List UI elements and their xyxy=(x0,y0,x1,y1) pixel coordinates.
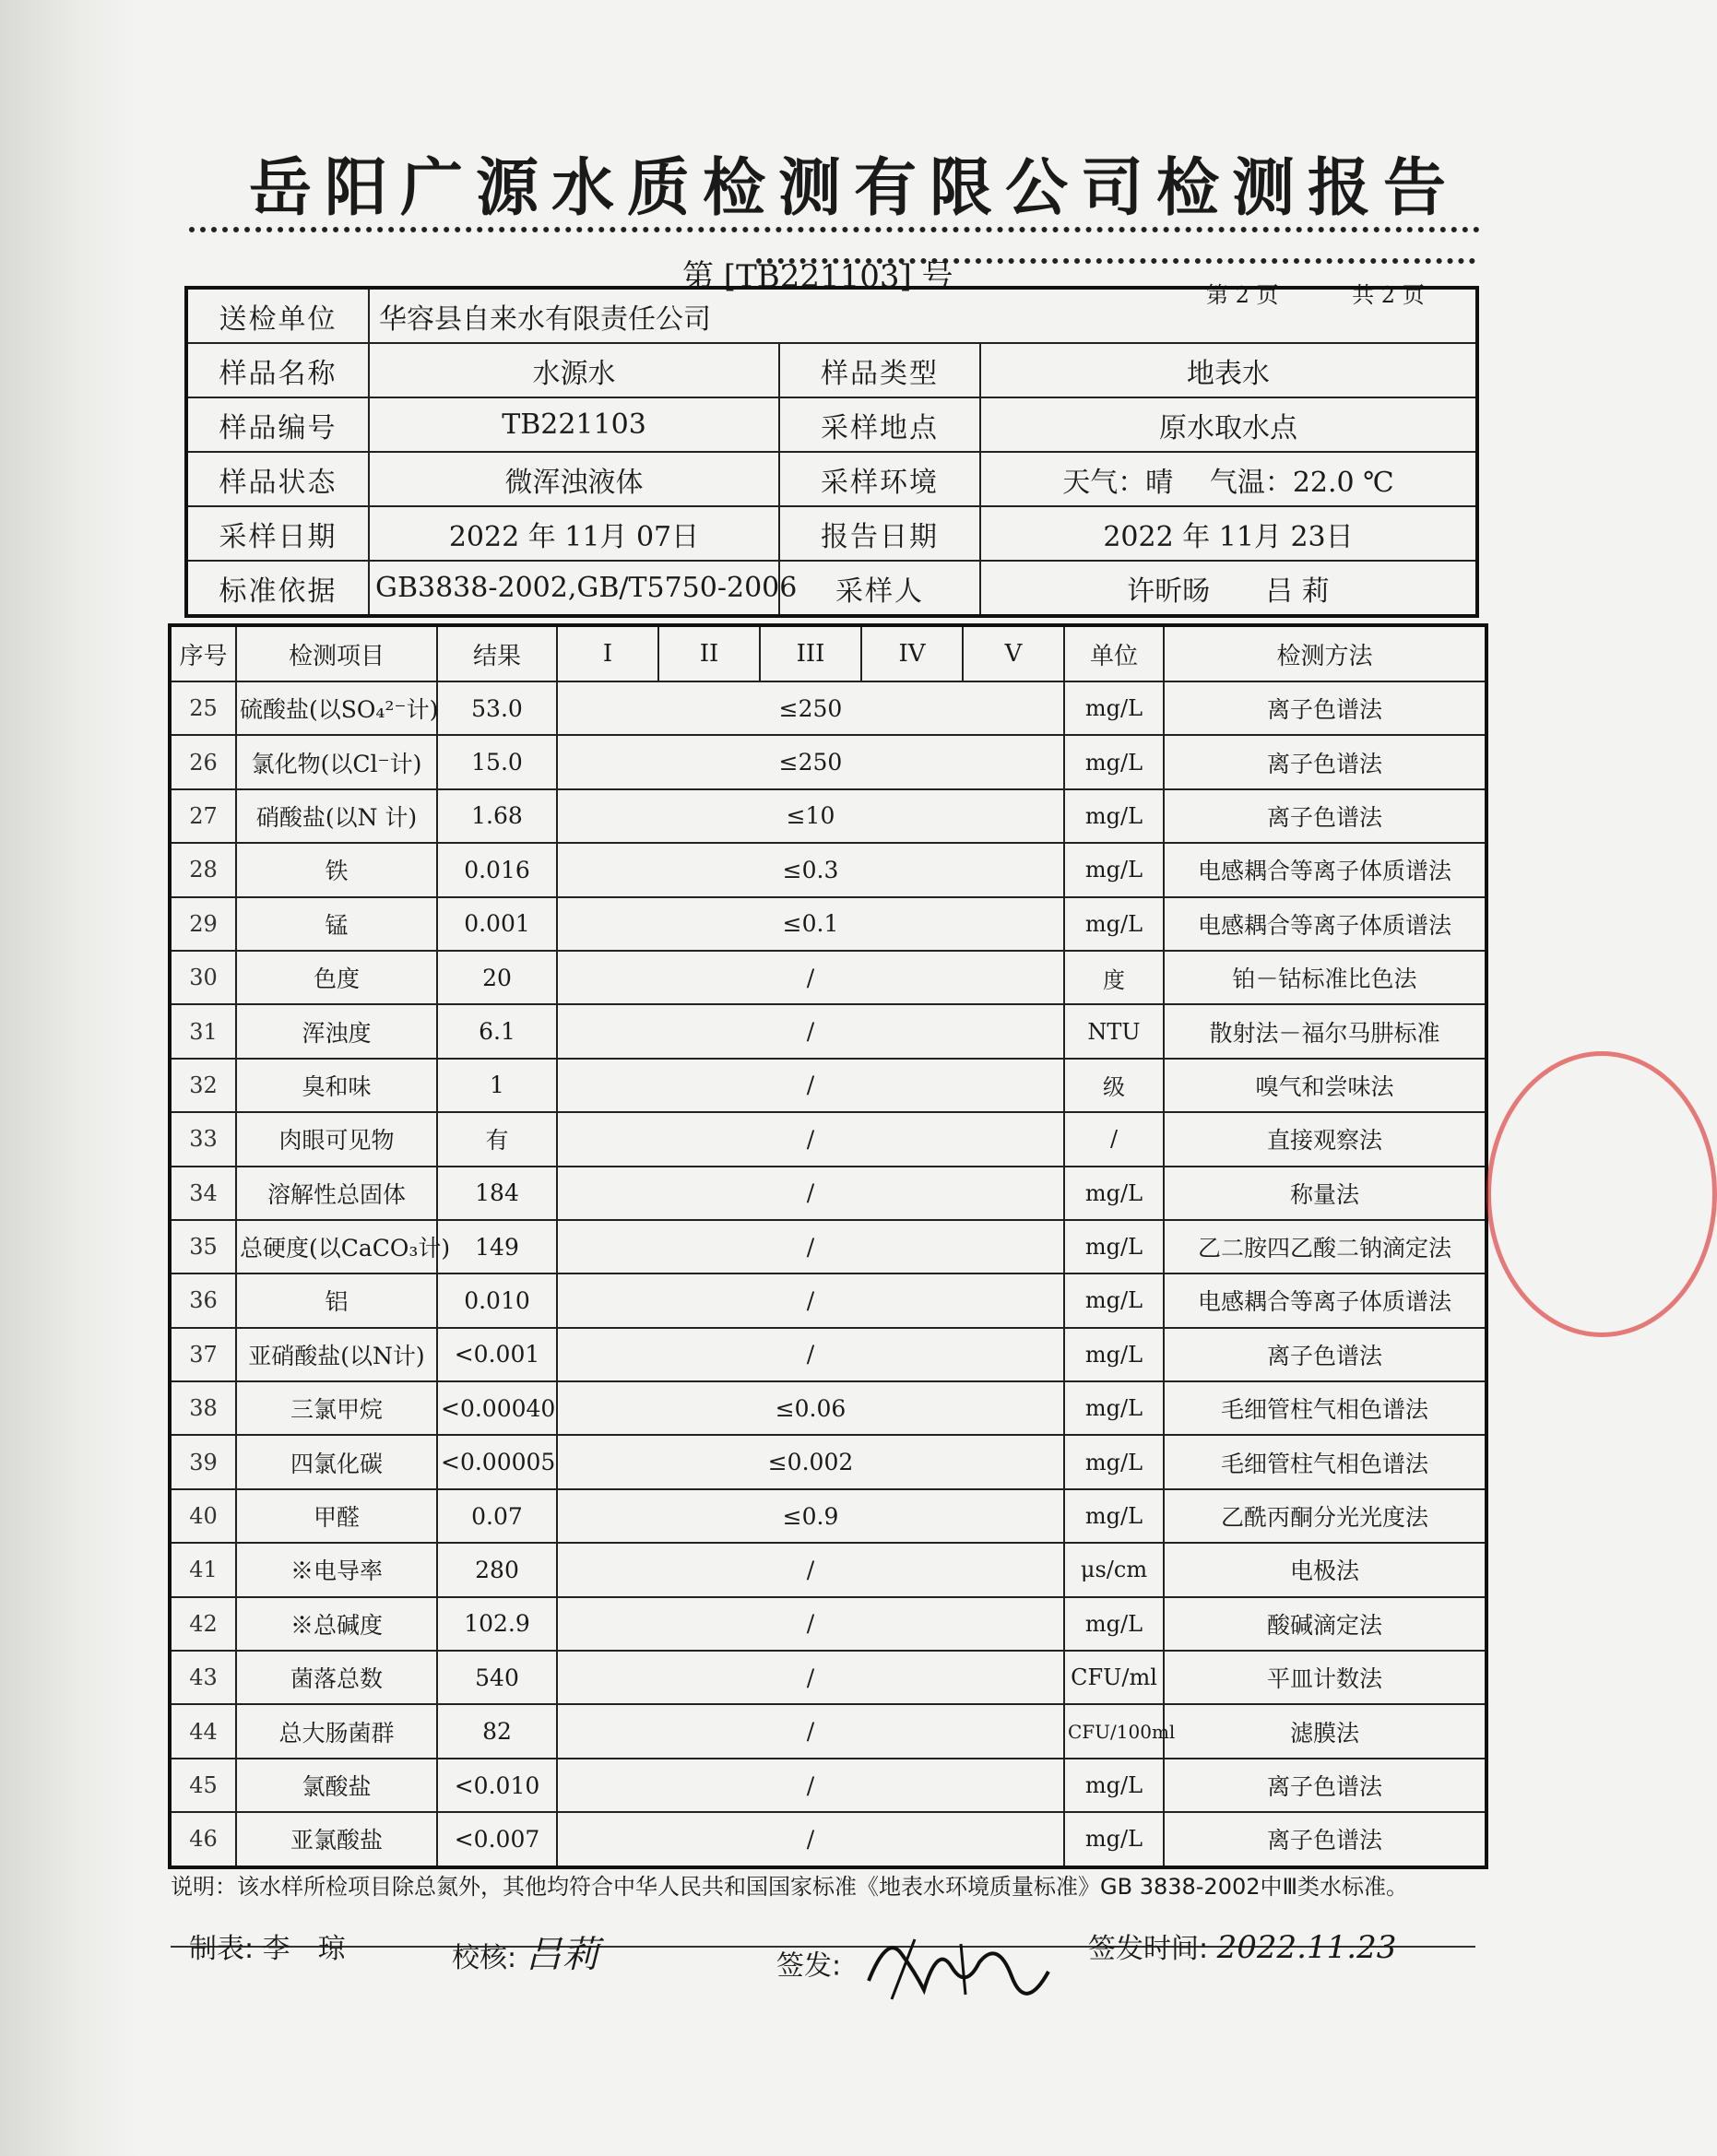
info-row xyxy=(186,452,1477,506)
info-row xyxy=(186,343,1477,397)
sample-no-value: TB221103 xyxy=(369,397,779,452)
result-row xyxy=(170,1435,1486,1488)
row-unit: CFU/ml xyxy=(1064,1651,1164,1704)
col-class-1: I xyxy=(557,625,658,681)
row-result: 20 xyxy=(437,951,557,1004)
col-class-3: III xyxy=(760,625,861,681)
col-class-4: IV xyxy=(861,625,963,681)
info-row xyxy=(186,506,1477,561)
row-result: 82 xyxy=(437,1704,557,1758)
row-item: 亚硝酸盐(以N计) xyxy=(236,1328,437,1381)
row-method: 乙酰丙酮分光光度法 xyxy=(1164,1489,1486,1543)
sampling-env-label: 采样环境 xyxy=(779,452,980,506)
issued-label: 签发: xyxy=(776,1949,842,1983)
row-no: 31 xyxy=(170,1004,236,1058)
col-class-5: V xyxy=(963,625,1064,681)
row-limit: / xyxy=(557,951,1064,1004)
row-result: 280 xyxy=(437,1543,557,1596)
issue-time-value: 2022.11.23 xyxy=(1216,1929,1397,1966)
row-item: 臭和味 xyxy=(236,1059,437,1112)
row-result: 0.001 xyxy=(437,897,557,951)
sample-state-value: 微浑浊液体 xyxy=(369,452,779,506)
row-unit: μs/cm xyxy=(1064,1543,1164,1596)
sample-name-label: 样品名称 xyxy=(186,343,369,397)
row-method: 称量法 xyxy=(1164,1167,1486,1220)
sample-no-label: 样品编号 xyxy=(186,397,369,452)
row-no: 36 xyxy=(170,1273,236,1327)
checked-signature: 吕莉 xyxy=(525,1934,599,1976)
row-no: 25 xyxy=(170,681,236,735)
title-dotted-rule xyxy=(189,227,1480,232)
row-unit: / xyxy=(1064,1112,1164,1166)
checked-label: 校核: xyxy=(452,1942,517,1974)
row-method: 离子色谱法 xyxy=(1164,681,1486,735)
col-item: 检测项目 xyxy=(236,625,437,681)
row-result: 6.1 xyxy=(437,1004,557,1058)
info-row xyxy=(186,288,1477,343)
row-limit: / xyxy=(557,1651,1064,1704)
row-no: 30 xyxy=(170,951,236,1004)
row-item: 总硬度(以CaCO₃计) xyxy=(236,1220,437,1273)
row-item: 肉眼可见物 xyxy=(236,1112,437,1166)
col-unit: 单位 xyxy=(1064,625,1164,681)
row-method: 铂－钴标准比色法 xyxy=(1164,951,1486,1004)
row-no: 40 xyxy=(170,1489,236,1543)
result-row xyxy=(170,951,1486,1004)
row-result: 0.016 xyxy=(437,843,557,896)
info-row xyxy=(186,561,1477,616)
report-date-label: 报告日期 xyxy=(779,506,980,561)
row-unit: mg/L xyxy=(1064,1435,1164,1488)
row-result: 0.07 xyxy=(437,1489,557,1543)
sampling-site-value: 原水取水点 xyxy=(980,397,1477,452)
result-row xyxy=(170,1220,1486,1273)
row-unit: 度 xyxy=(1064,951,1164,1004)
row-limit: ≤250 xyxy=(557,735,1064,788)
issue-time xyxy=(1088,1925,1396,1966)
row-unit: NTU xyxy=(1064,1004,1164,1058)
sample-name-value: 水源水 xyxy=(369,343,779,397)
row-item: 甲醛 xyxy=(236,1489,437,1543)
row-no: 44 xyxy=(170,1704,236,1758)
row-method: 毛细管柱气相色谱法 xyxy=(1164,1435,1486,1488)
result-row xyxy=(170,1543,1486,1596)
row-unit: mg/L xyxy=(1064,1167,1164,1220)
report-date-value: 2022 年 11月 23日 xyxy=(980,506,1477,561)
result-row xyxy=(170,1812,1486,1866)
row-no: 45 xyxy=(170,1759,236,1812)
client-label: 送检单位 xyxy=(186,288,369,343)
result-row xyxy=(170,843,1486,896)
report-number: 第 [TB221103] 号 xyxy=(682,258,953,295)
result-row xyxy=(170,1167,1486,1220)
row-limit: ≤0.3 xyxy=(557,843,1064,896)
row-limit: / xyxy=(557,1167,1064,1220)
red-seal-stamp xyxy=(1486,1051,1525,1328)
row-item: 铁 xyxy=(236,843,437,896)
issue-time-label: 签发时间: xyxy=(1088,1933,1209,1965)
row-method: 离子色谱法 xyxy=(1164,789,1486,843)
row-unit: mg/L xyxy=(1064,1812,1164,1866)
client-value: 华容县自来水有限责任公司 xyxy=(369,288,1477,343)
row-limit: / xyxy=(557,1704,1064,1758)
page-current: 第 2 页 xyxy=(1206,282,1279,308)
row-item: ※总碱度 xyxy=(236,1597,437,1651)
row-limit: / xyxy=(557,1328,1064,1381)
row-unit: mg/L xyxy=(1064,789,1164,843)
page-total: 共 2 页 xyxy=(1352,282,1425,308)
prepared-by xyxy=(189,1925,346,1966)
row-result: <0.00040 xyxy=(437,1381,557,1435)
row-method: 离子色谱法 xyxy=(1164,735,1486,788)
row-no: 42 xyxy=(170,1597,236,1651)
row-limit: / xyxy=(557,1004,1064,1058)
row-result: 1 xyxy=(437,1059,557,1112)
results-table xyxy=(168,623,1488,1869)
row-limit: ≤0.1 xyxy=(557,897,1064,951)
row-result: 102.9 xyxy=(437,1597,557,1651)
result-row xyxy=(170,1273,1486,1327)
row-unit: CFU/100ml xyxy=(1064,1704,1164,1758)
prepared-label: 制表: xyxy=(189,1933,255,1965)
sampling-site-label: 采样地点 xyxy=(779,397,980,452)
row-item: 硫酸盐(以SO₄²⁻计) xyxy=(236,681,437,735)
sampling-date-label: 采样日期 xyxy=(186,506,369,561)
result-row xyxy=(170,1381,1486,1435)
sampler-label: 采样人 xyxy=(779,561,980,616)
col-method: 检测方法 xyxy=(1164,625,1486,681)
row-method: 电感耦合等离子体质谱法 xyxy=(1164,843,1486,896)
row-item: 浑浊度 xyxy=(236,1004,437,1058)
result-row xyxy=(170,897,1486,951)
sampling-date-value: 2022 年 11月 07日 xyxy=(369,506,779,561)
report-note: 说明：该水样所检项目除总氮外，其他均符合中华人民共和国国家标准《地表水环境质量标准》GB 3838-2002中Ⅲ类水标准。 xyxy=(171,1874,1409,1900)
row-item: 三氯甲烷 xyxy=(236,1381,437,1435)
checked-by xyxy=(452,1925,599,1978)
row-result: 53.0 xyxy=(437,681,557,735)
prepared-name: 李 琼 xyxy=(262,1933,346,1965)
row-result: <0.00005 xyxy=(437,1435,557,1488)
row-result: 1.68 xyxy=(437,789,557,843)
row-unit: mg/L xyxy=(1064,1759,1164,1812)
issuer-signature-scribble xyxy=(850,1925,1062,2008)
result-row xyxy=(170,1651,1486,1704)
row-no: 46 xyxy=(170,1812,236,1866)
row-method: 电极法 xyxy=(1164,1543,1486,1596)
sampler-value: 许昕旸 吕 莉 xyxy=(980,561,1477,616)
result-row xyxy=(170,1704,1486,1758)
row-item: 锰 xyxy=(236,897,437,951)
sampling-env-value: 天气：晴 气温：22.0 ℃ xyxy=(980,452,1477,506)
row-result: 540 xyxy=(437,1651,557,1704)
standard-value: GB3838-2002,GB/T5750-2006 xyxy=(369,561,779,616)
report-title: 岳阳广源水质检测有限公司检测报告 xyxy=(249,152,1460,225)
issued-by xyxy=(776,1925,1062,2008)
row-limit: / xyxy=(557,1059,1064,1112)
binding-edge xyxy=(0,0,138,2156)
row-result: 149 xyxy=(437,1220,557,1273)
row-no: 39 xyxy=(170,1435,236,1488)
row-limit: / xyxy=(557,1273,1064,1327)
row-limit: / xyxy=(557,1543,1064,1596)
row-unit: mg/L xyxy=(1064,681,1164,735)
row-limit: / xyxy=(557,1112,1064,1166)
row-unit: mg/L xyxy=(1064,735,1164,788)
row-unit: mg/L xyxy=(1064,1220,1164,1273)
col-result: 结果 xyxy=(437,625,557,681)
row-unit: mg/L xyxy=(1064,1597,1164,1651)
sample-type-label: 样品类型 xyxy=(779,343,980,397)
row-result: <0.001 xyxy=(437,1328,557,1381)
row-item: 铝 xyxy=(236,1273,437,1327)
row-no: 38 xyxy=(170,1381,236,1435)
row-no: 37 xyxy=(170,1328,236,1381)
row-no: 34 xyxy=(170,1167,236,1220)
result-row xyxy=(170,1112,1486,1166)
row-no: 41 xyxy=(170,1543,236,1596)
row-no: 29 xyxy=(170,897,236,951)
sample-info-table xyxy=(184,286,1479,618)
row-method: 直接观察法 xyxy=(1164,1112,1486,1166)
row-item: 氯酸盐 xyxy=(236,1759,437,1812)
row-limit: ≤0.06 xyxy=(557,1381,1064,1435)
row-no: 43 xyxy=(170,1651,236,1704)
sample-type-value: 地表水 xyxy=(980,343,1477,397)
row-item: 总大肠菌群 xyxy=(236,1704,437,1758)
row-limit: / xyxy=(557,1597,1064,1651)
result-row xyxy=(170,735,1486,788)
result-row xyxy=(170,1328,1486,1381)
row-limit: / xyxy=(557,1812,1064,1866)
info-row xyxy=(186,397,1477,452)
row-unit: mg/L xyxy=(1064,1273,1164,1327)
row-no: 26 xyxy=(170,735,236,788)
row-item: 亚氯酸盐 xyxy=(236,1812,437,1866)
row-method: 离子色谱法 xyxy=(1164,1759,1486,1812)
row-limit: / xyxy=(557,1759,1064,1812)
row-no: 32 xyxy=(170,1059,236,1112)
row-method: 离子色谱法 xyxy=(1164,1328,1486,1381)
row-no: 27 xyxy=(170,789,236,843)
row-method: 散射法－福尔马肼标准 xyxy=(1164,1004,1486,1058)
row-result: 184 xyxy=(437,1167,557,1220)
result-row xyxy=(170,1004,1486,1058)
row-method: 平皿计数法 xyxy=(1164,1651,1486,1704)
row-limit: ≤250 xyxy=(557,681,1064,735)
row-item: 氯化物(以Cl⁻计) xyxy=(236,735,437,788)
row-limit: ≤0.9 xyxy=(557,1489,1064,1543)
row-no: 35 xyxy=(170,1220,236,1273)
row-unit: mg/L xyxy=(1064,1489,1164,1543)
row-method: 离子色谱法 xyxy=(1164,1812,1486,1866)
row-result: <0.010 xyxy=(437,1759,557,1812)
column-header-row xyxy=(170,625,1486,681)
row-method: 电感耦合等离子体质谱法 xyxy=(1164,897,1486,951)
row-limit: ≤0.002 xyxy=(557,1435,1064,1488)
result-row xyxy=(170,1759,1486,1812)
row-unit: 级 xyxy=(1064,1059,1164,1112)
row-no: 33 xyxy=(170,1112,236,1166)
row-limit: ≤10 xyxy=(557,789,1064,843)
row-unit: mg/L xyxy=(1064,843,1164,896)
standard-label: 标准依据 xyxy=(186,561,369,616)
row-item: 溶解性总固体 xyxy=(236,1167,437,1220)
row-unit: mg/L xyxy=(1064,1381,1164,1435)
row-method: 酸碱滴定法 xyxy=(1164,1597,1486,1651)
result-row xyxy=(170,1489,1486,1543)
row-item: ※电导率 xyxy=(236,1543,437,1596)
row-item: 菌落总数 xyxy=(236,1651,437,1704)
row-item: 色度 xyxy=(236,951,437,1004)
row-unit: mg/L xyxy=(1064,1328,1164,1381)
row-result: <0.007 xyxy=(437,1812,557,1866)
result-row xyxy=(170,789,1486,843)
row-method: 嗅气和尝味法 xyxy=(1164,1059,1486,1112)
row-item: 硝酸盐(以N 计) xyxy=(236,789,437,843)
row-result: 0.010 xyxy=(437,1273,557,1327)
result-row xyxy=(170,1059,1486,1112)
col-class-2: II xyxy=(658,625,760,681)
row-no: 28 xyxy=(170,843,236,896)
row-limit: / xyxy=(557,1220,1064,1273)
sample-state-label: 样品状态 xyxy=(186,452,369,506)
row-item: 四氯化碳 xyxy=(236,1435,437,1488)
row-result: 有 xyxy=(437,1112,557,1166)
row-result: 15.0 xyxy=(437,735,557,788)
result-row xyxy=(170,681,1486,735)
result-row xyxy=(170,1597,1486,1651)
row-method: 乙二胺四乙酸二钠滴定法 xyxy=(1164,1220,1486,1273)
row-method: 电感耦合等离子体质谱法 xyxy=(1164,1273,1486,1327)
col-no: 序号 xyxy=(170,625,236,681)
row-unit: mg/L xyxy=(1064,897,1164,951)
row-method: 毛细管柱气相色谱法 xyxy=(1164,1381,1486,1435)
row-method: 滤膜法 xyxy=(1164,1704,1486,1758)
